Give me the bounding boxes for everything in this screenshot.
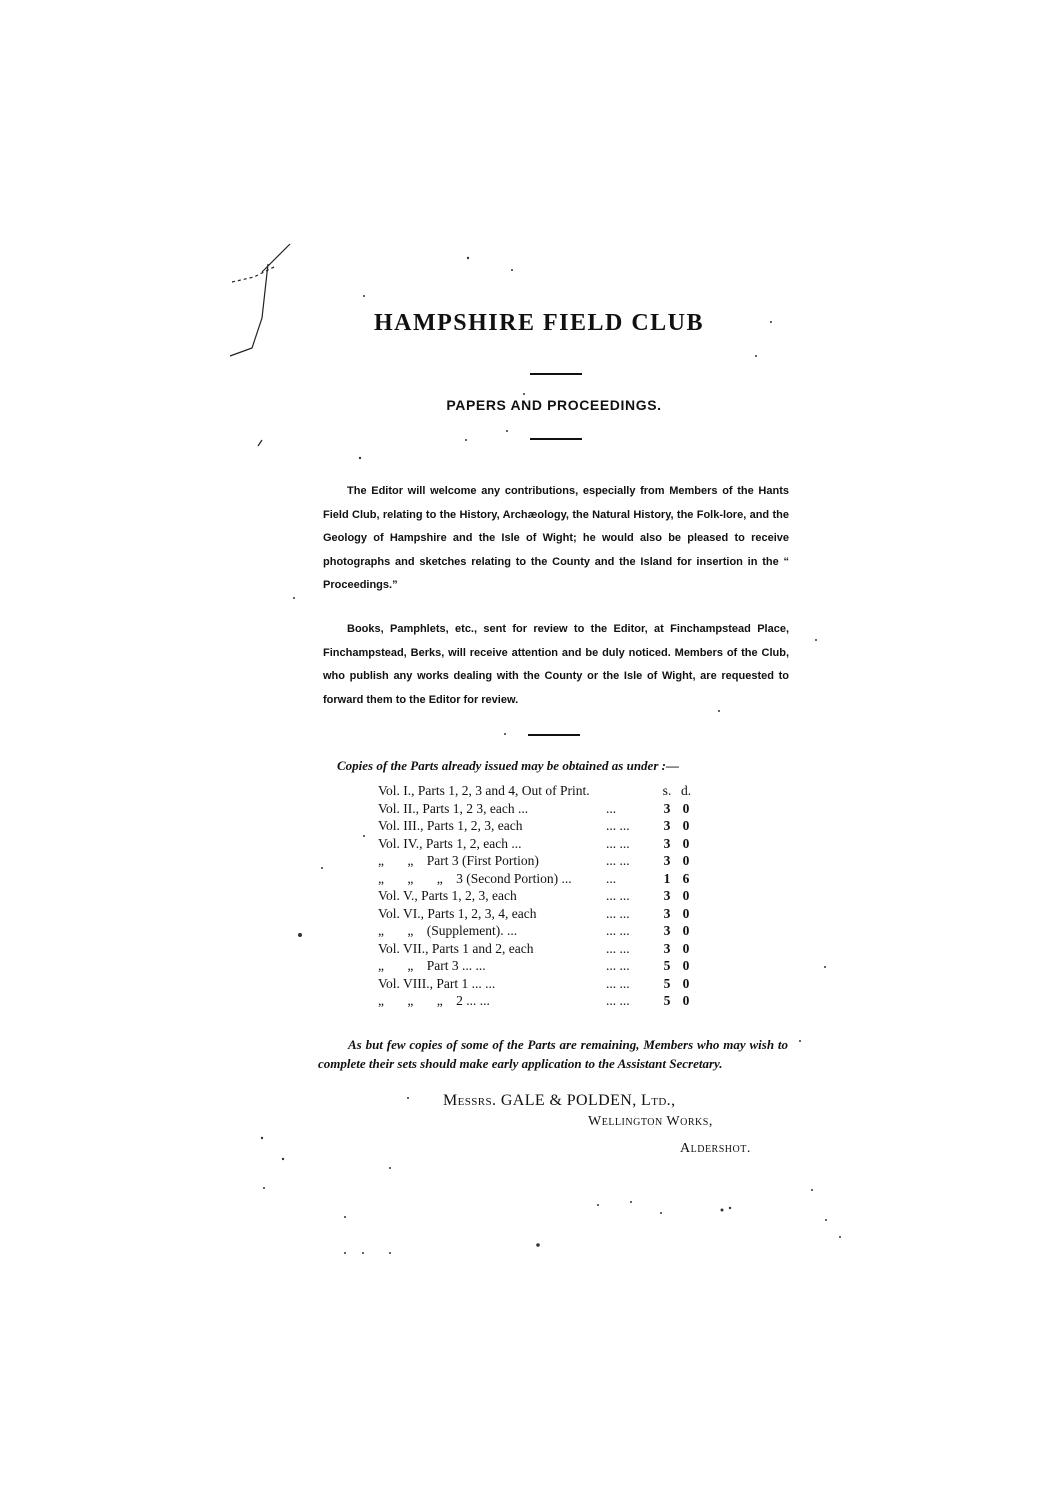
price-leader: ... ...: [606, 835, 630, 851]
price-leader: ... ...: [606, 940, 630, 956]
table-row: [378, 852, 696, 870]
table-row: [378, 940, 696, 958]
price-shillings: 3: [663, 835, 671, 851]
price-header-label: Vol. I., Parts 1, 2, 3 and 4, Out of Print.: [378, 783, 590, 798]
price-pence: 0: [682, 993, 690, 1008]
price-label: Vol. IV., Parts 1, 2, each ...: [378, 835, 522, 851]
table-row: [378, 817, 696, 835]
editor-contributions-paragraph: The Editor will welcome any contributions, especially from Members of the Hants Field Club, relating to the History, Archæology, the Natural History, the Folk-lore, and the Geology of Hampshire and the Isle of Wight; he would also be pleased to receive photographs and sketches relating to the County and the Island for insertion in the “ Proceedings.”: [323, 485, 789, 591]
price-label: (Supplement). ...: [426, 923, 518, 938]
price-label-cell: [378, 992, 606, 1010]
price-label-cell: [378, 957, 606, 975]
price-label: Part 3 ... ...: [426, 958, 486, 973]
ditto-marks: „ „: [378, 923, 424, 938]
table-row: [378, 975, 696, 993]
price-shillings: 3: [663, 853, 671, 868]
ditto-marks: „ „ „: [378, 870, 453, 886]
page-subtitle: PAPERS AND PROCEEDINGS.: [446, 397, 662, 413]
review-books-paragraph: Books, Pamphlets, etc., sent for review to the Editor, at Finchampstead Place, Finchampstead, Berks, will receive attention and be duly noticed. Members of the Club, who publish any works dealing with the County or the Isle of Wight, are requested to forward them to the Editor for review.: [323, 623, 789, 706]
price-pence: 0: [682, 888, 690, 903]
table-row: [378, 782, 696, 800]
price-shillings: 3: [663, 818, 671, 833]
ditto-marks: „ „ „: [378, 993, 453, 1008]
price-label-cell: [378, 922, 606, 940]
ditto-marks: „ „: [378, 853, 424, 868]
price-shillings: 5: [663, 975, 671, 991]
price-leader: ... ...: [606, 905, 630, 921]
price-shillings: 5: [663, 993, 671, 1008]
price-pence: 6: [682, 870, 690, 886]
price-leader: ... ...: [606, 888, 630, 903]
price-shillings: 3: [663, 888, 671, 903]
publisher-name: Messrs. GALE & POLDEN, Ltd.,: [443, 1092, 676, 1109]
price-shillings: 1: [663, 870, 671, 886]
price-list-intro: Copies of the Parts already issued may be obtained as under :—: [337, 758, 679, 773]
table-row: [378, 887, 696, 905]
price-label: 2 ... ...: [456, 993, 490, 1008]
price-label: Vol. III., Parts 1, 2, 3, each: [378, 818, 523, 833]
table-row: [378, 992, 696, 1010]
price-label: Part 3 (First Portion): [426, 853, 539, 868]
shillings-header: s.: [662, 783, 672, 798]
price-shillings: 5: [663, 958, 671, 973]
price-leader: ... ...: [606, 975, 630, 991]
price-label: Vol. VII., Parts 1 and 2, each: [378, 940, 534, 956]
table-row: [378, 922, 696, 940]
price-pence: 0: [682, 835, 690, 851]
page-title: HAMPSHIRE FIELD CLUB: [373, 310, 705, 336]
table-row: [378, 957, 696, 975]
price-label-cell: [378, 870, 606, 888]
price-shillings: 3: [663, 905, 671, 921]
price-shillings: 3: [663, 800, 671, 816]
table-row: [378, 870, 696, 888]
price-leader: ...: [606, 870, 617, 886]
ditto-marks: „ „: [378, 958, 424, 973]
price-leader: ... ...: [606, 853, 630, 868]
price-pence: 0: [682, 958, 690, 973]
publisher-town: Aldershot.: [680, 1141, 751, 1156]
price-label: Vol. VIII., Part 1 ... ...: [378, 975, 496, 991]
price-list-table: [378, 782, 696, 1010]
price-pence: 0: [682, 800, 690, 816]
price-label-cell: [378, 852, 606, 870]
subtitle-rule: [530, 438, 582, 440]
price-label: Vol. V., Parts 1, 2, 3, each: [378, 888, 517, 903]
price-pence: 0: [682, 853, 690, 868]
price-pence: 0: [682, 923, 690, 938]
pence-header: d.: [680, 783, 692, 798]
price-shillings: 3: [663, 923, 671, 938]
price-leader: ... ...: [606, 958, 630, 973]
price-pence: 0: [682, 940, 690, 956]
price-label: Vol. VI., Parts 1, 2, 3, 4, each: [378, 905, 537, 921]
price-leader: ... ...: [606, 993, 630, 1008]
price-pence: 0: [682, 905, 690, 921]
table-row: [378, 835, 696, 853]
price-label: Vol. II., Parts 1, 2 3, each ...: [378, 800, 529, 816]
price-pence: 0: [682, 818, 690, 833]
price-label: 3 (Second Portion) ...: [456, 870, 572, 886]
price-pence: 0: [682, 975, 690, 991]
price-leader: ... ...: [606, 923, 630, 938]
section-rule: [528, 734, 580, 736]
publisher-works: Wellington Works,: [588, 1114, 713, 1129]
table-row: [378, 800, 696, 818]
price-leader: ... ...: [606, 818, 630, 833]
closing-note: As but few copies of some of the Parts are remaining, Members who may wish to complete their sets should make early application to the Assistant Secretary.: [318, 1037, 788, 1071]
table-row: [378, 905, 696, 923]
price-shillings: 3: [663, 940, 671, 956]
price-leader: ...: [606, 800, 617, 816]
title-rule: [530, 373, 582, 375]
